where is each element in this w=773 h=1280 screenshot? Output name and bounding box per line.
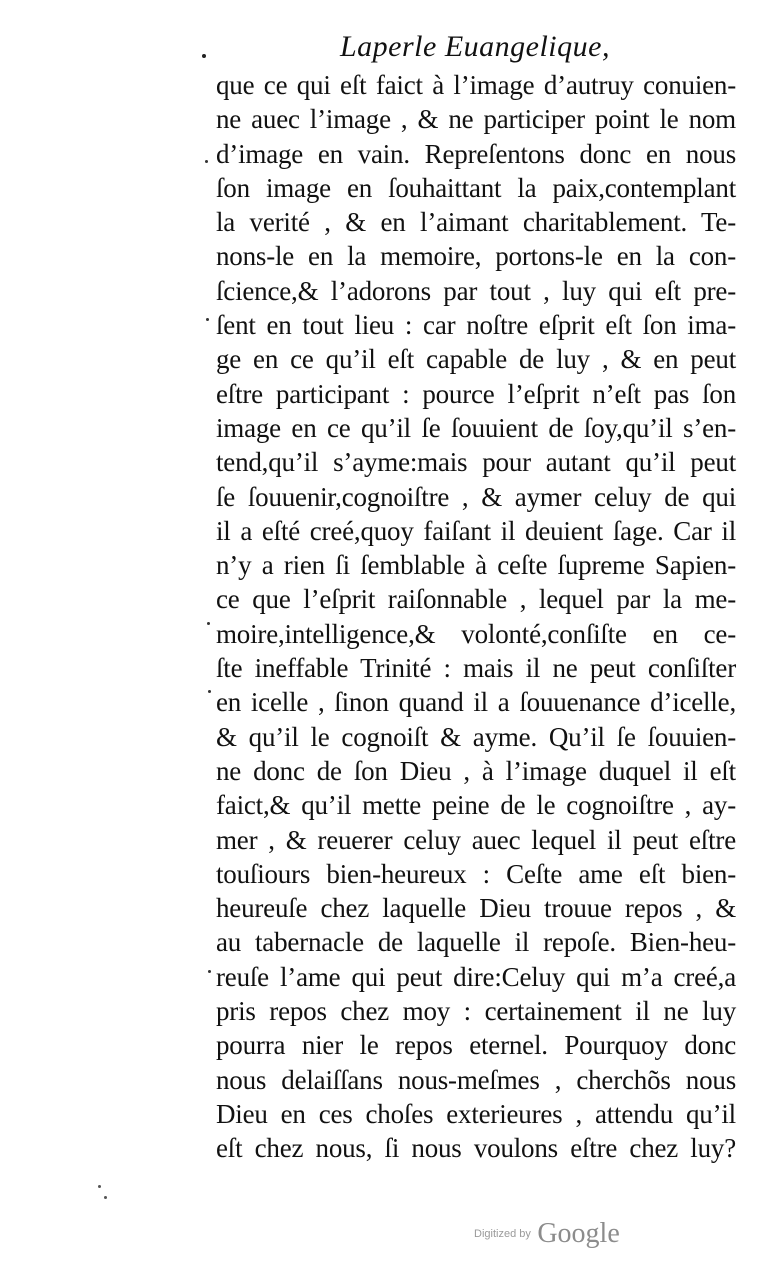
text-line: ſe ſouuenir,cognoiſtre , & aymer celuy de qui xyxy=(216,481,736,512)
stray-mark xyxy=(98,1185,101,1188)
text-line: image en ce qu’il ſe ſouuient de ſoy,qu’il s’en- xyxy=(216,412,736,443)
text-line: eſt chez nous, ſi nous voulons eſtre chez luy? xyxy=(216,1133,736,1164)
text-line: eſtre participant : pource l’eſprit n’eſt pas ſon xyxy=(216,378,736,409)
google-logo: Google xyxy=(537,1218,620,1249)
text-line: moire,intelligence,& volonté,conſiſte en ce- xyxy=(216,618,736,649)
text-line: en icelle , ſinon quand il a ſouuenance d’icelle, xyxy=(216,687,736,718)
text-line: pourra nier le repos eternel. Pourquoy donc xyxy=(216,1030,736,1061)
text-line: mer , & reuerer celuy auec lequel il peut eſtre xyxy=(216,824,736,855)
text-line: ſon image en ſouhaittant la paix,contemplant xyxy=(216,172,736,203)
text-line: n’y a rien ſi ſemblable à ceſte ſupreme Sapien- xyxy=(216,550,736,581)
text-line: il a eſté creé,quoy faiſant il deuient ſage. Car il xyxy=(216,515,736,546)
margin-dot xyxy=(208,970,211,973)
watermark-prefix: Digitized by xyxy=(474,1228,531,1240)
running-head: Laperle Euangelique, xyxy=(340,30,610,63)
text-line: pris repos chez moy : certainement il ne luy xyxy=(216,996,736,1027)
margin-dot xyxy=(206,318,209,321)
text-line: au tabernacle de laquelle il repoſe. Bien-heu- xyxy=(216,927,736,958)
digitized-watermark xyxy=(474,1218,620,1250)
text-line: heureuſe chez laquelle Dieu trouue repos , & xyxy=(216,893,736,924)
text-line: Dieu en ces choſes exterieures , attendu qu’il xyxy=(216,1098,736,1129)
text-line: nous delaiſſans nous-meſmes , cherchõs nous xyxy=(216,1064,736,1095)
margin-dot xyxy=(208,690,211,693)
body-text xyxy=(216,68,736,1166)
text-line: que ce qui eſt faict à l’image d’autruy conuien- xyxy=(216,70,736,100)
text-line: ſent en tout lieu : car noſtre eſprit eſt ſon ima- xyxy=(216,310,736,341)
margin-dot xyxy=(207,622,210,625)
text-line: & qu’il le cognoiſt & ayme. Qu’il ſe ſouuien- xyxy=(216,721,736,752)
text-line: nons-le en la memoire, portons-le en la con- xyxy=(216,241,736,272)
margin-dot xyxy=(205,160,208,163)
text-line: ne auec l’image , & ne participer point le nom xyxy=(216,104,736,135)
text-line: ſcience,& l’adorons par tout , luy qui eſt pre- xyxy=(216,275,736,306)
text-line: touſiours bien-heureux : Ceſte ame eſt bien- xyxy=(216,858,736,889)
text-line: ſte ineffable Trinité : mais il ne peut conſiſter xyxy=(216,653,736,684)
text-line: ne donc de ſon Dieu , à l’image duquel il eſt xyxy=(216,755,736,786)
text-line: tend,qu’il s’ayme:mais pour autant qu’il peut xyxy=(216,447,736,478)
text-line: ce que l’eſprit raiſonnable , lequel par la me- xyxy=(216,584,736,615)
text-line: la verité , & en l’aimant charitablement. Te- xyxy=(216,207,736,238)
text-line: reuſe l’ame qui peut dire:Celuy qui m’a creé,a xyxy=(216,961,736,992)
stray-mark xyxy=(104,1196,107,1199)
text-line: d’image en vain. Repreſentons donc en nous xyxy=(216,138,736,169)
text-line: faict,& qu’il mette peine de le cognoiſtre , ay- xyxy=(216,790,736,821)
text-line: ge en ce qu’il eſt capable de luy , & en peut xyxy=(216,344,736,375)
margin-dot xyxy=(202,54,206,58)
